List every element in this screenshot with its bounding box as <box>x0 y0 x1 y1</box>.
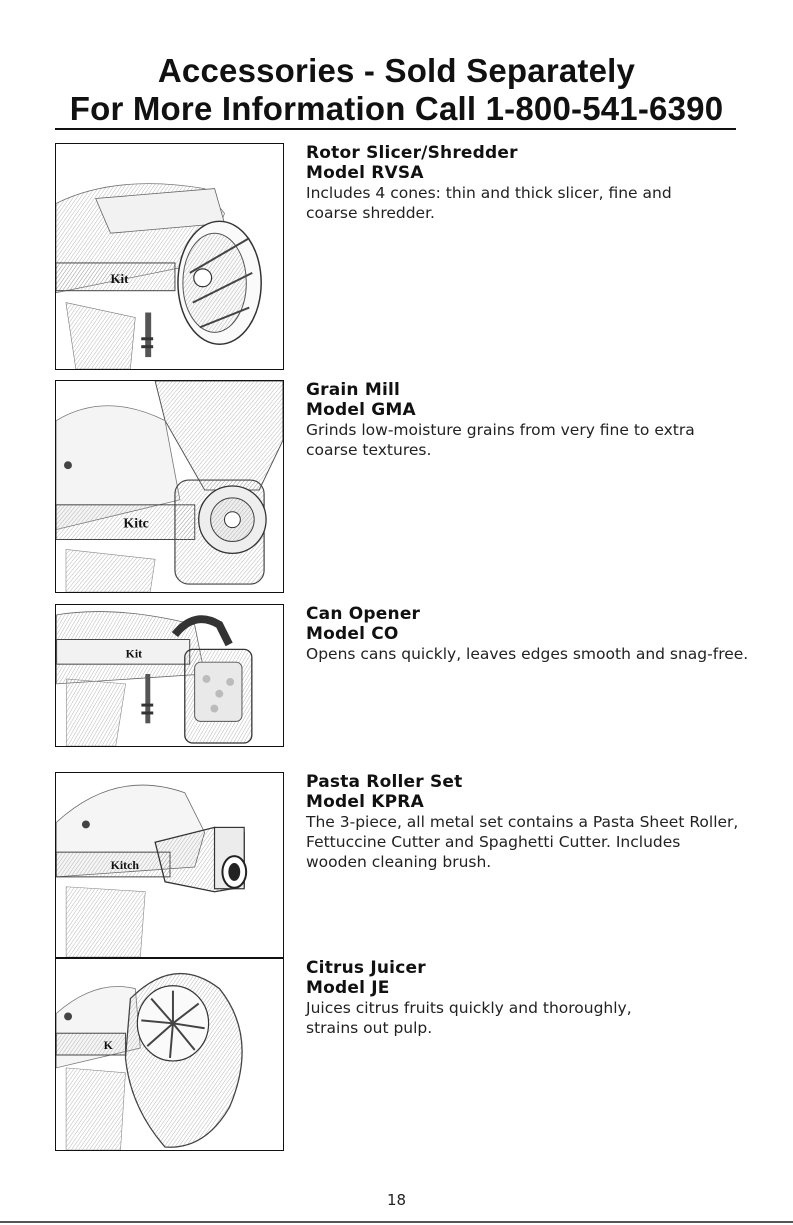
citrus-juicer-photo <box>55 958 284 1151</box>
bottom-divider <box>0 1221 793 1223</box>
can-opener-text <box>306 604 790 664</box>
can-opener-photo <box>55 604 284 747</box>
accessory-model: Model GMA <box>306 400 416 420</box>
accessory-model: Model CO <box>306 624 399 644</box>
header-phone-info: For More Information Call 1-800-541-6390 <box>69 90 724 127</box>
pasta-roller-illustration <box>56 773 283 957</box>
page-header <box>0 52 793 128</box>
accessory-description-line: Fettuccine Cutter and Spaghetti Cutter. Includes <box>306 833 681 851</box>
can-opener-illustration <box>56 605 283 746</box>
accessory-name: Citrus Juicer <box>306 958 426 978</box>
header-title: Accessories - Sold Separately <box>157 52 636 89</box>
rotor-slicer-photo <box>55 143 284 370</box>
accessory-description-line: strains out pulp. <box>306 1019 433 1037</box>
pasta-roller-photo <box>55 772 284 958</box>
pasta-photo-logo: Kitch <box>110 857 139 872</box>
grain-mill-photo <box>55 380 284 593</box>
accessory-name: Grain Mill <box>306 380 401 400</box>
accessory-name: Rotor Slicer/Shredder <box>306 143 518 163</box>
grain-mill-text <box>306 380 790 460</box>
accessory-name: Pasta Roller Set <box>306 772 463 792</box>
rotor-slicer-illustration <box>56 144 283 369</box>
citrus-juicer-text <box>306 958 790 1038</box>
grain-mill-illustration <box>56 381 283 592</box>
accessory-description-line: Juices citrus fruits quickly and thoroughly, <box>306 999 632 1017</box>
pasta-roller-text <box>306 772 790 872</box>
page-number: 18 <box>386 1191 407 1209</box>
rotor-slicer-text <box>306 143 790 223</box>
grain-mill-photo-logo: Kitc <box>123 515 149 531</box>
accessory-model: Model JE <box>306 978 390 998</box>
rotor-photo-logo: Kit <box>110 271 129 286</box>
accessory-description-line: Opens cans quickly, leaves edges smooth and snag-free. <box>306 645 749 663</box>
accessory-description-line: coarse textures. <box>306 441 432 459</box>
accessory-description-line: coarse shredder. <box>306 204 435 222</box>
juicer-photo-logo: K <box>103 1038 113 1053</box>
accessory-description-line: wooden cleaning brush. <box>306 853 492 871</box>
can-opener-photo-logo: Kit <box>125 646 143 661</box>
accessory-description-line: Grinds low-moisture grains from very fine to extra <box>306 421 695 439</box>
accessory-description-line: Includes 4 cones: thin and thick slicer, fine and <box>306 184 672 202</box>
accessory-description-line: The 3-piece, all metal set contains a Pasta Sheet Roller, <box>306 813 739 831</box>
header-divider <box>55 128 736 130</box>
accessory-model: Model RVSA <box>306 163 424 183</box>
citrus-juicer-illustration <box>56 959 283 1150</box>
accessory-model: Model KPRA <box>306 792 424 812</box>
accessory-name: Can Opener <box>306 604 421 624</box>
